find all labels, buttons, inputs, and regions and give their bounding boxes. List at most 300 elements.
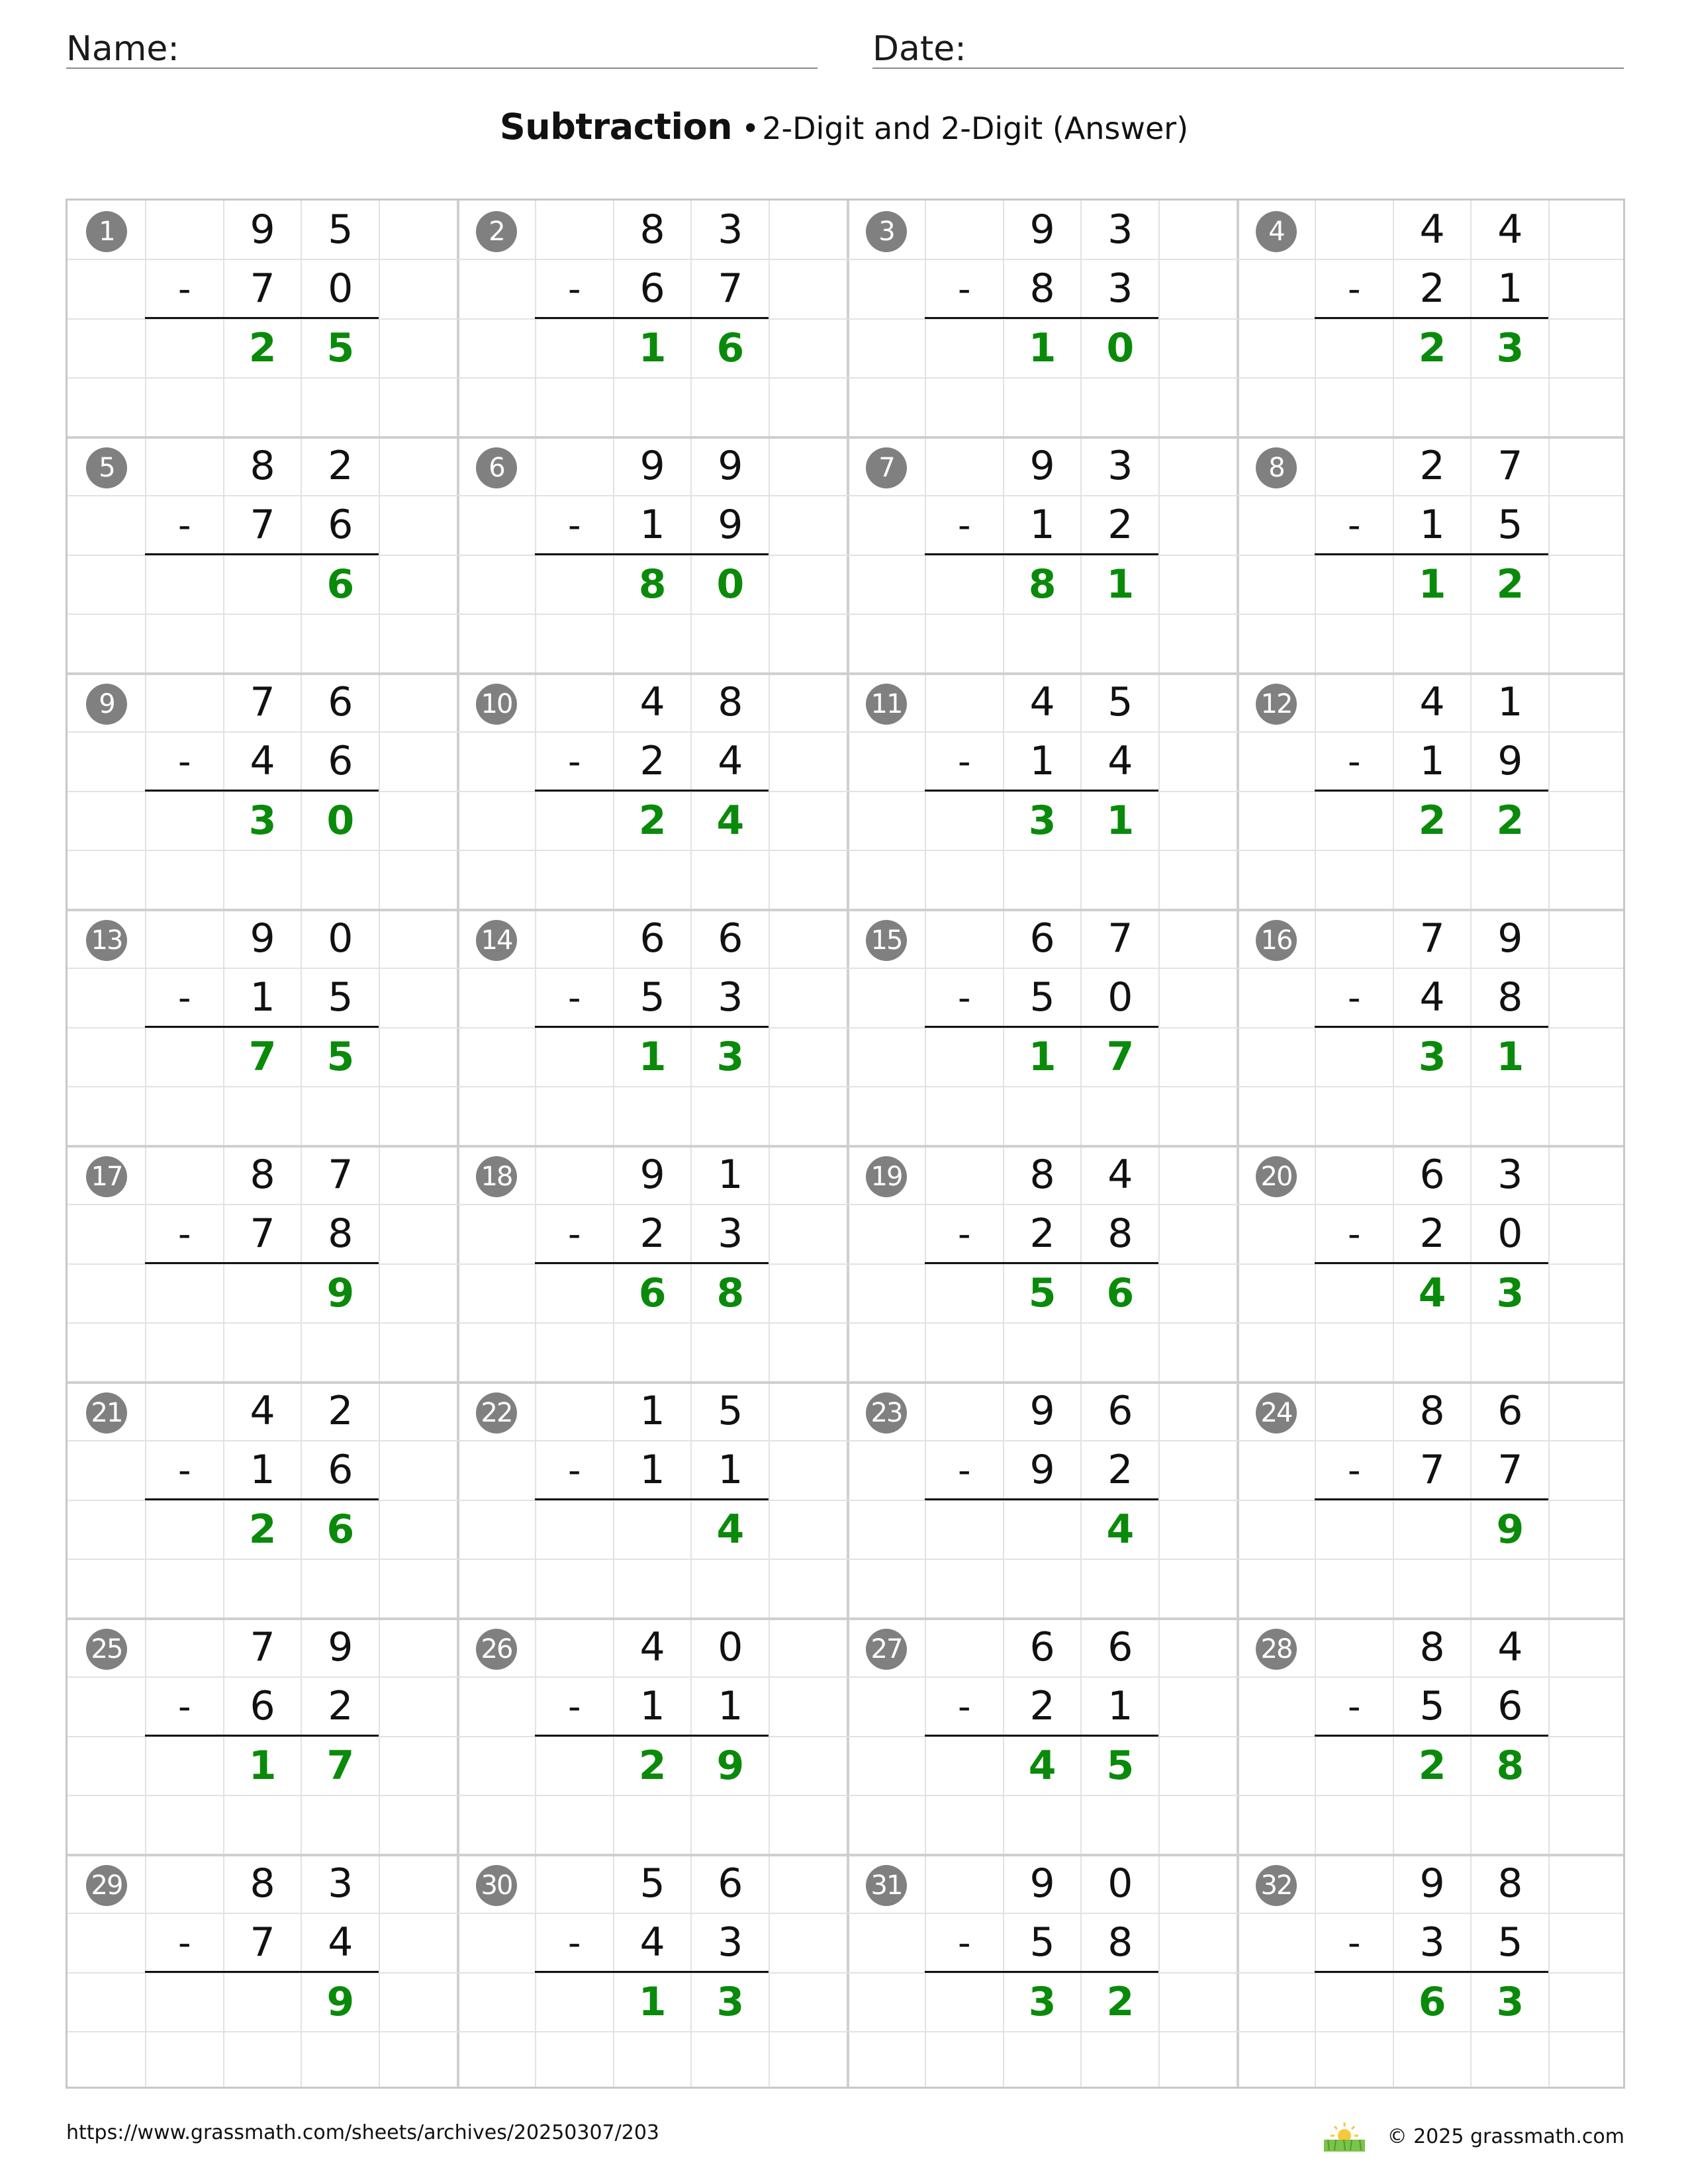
problem-21 xyxy=(68,1382,457,1617)
answer-digit[interactable]: 8 xyxy=(716,1269,745,1316)
problem-24 xyxy=(1237,1382,1626,1617)
minus-sign: - xyxy=(178,977,191,1019)
minus-sign: - xyxy=(958,1686,971,1728)
answer-rule-line xyxy=(145,553,379,555)
subtrahend-digit: 1 xyxy=(1107,1683,1133,1730)
answer-digit[interactable]: 2 xyxy=(248,1506,277,1553)
date-field[interactable] xyxy=(872,25,1624,69)
subtrahend-digit: 8 xyxy=(328,1210,353,1257)
answer-digit[interactable]: 1 xyxy=(638,324,667,371)
answer-digit[interactable]: 2 xyxy=(638,1742,667,1789)
subtrahend-digit: 3 xyxy=(1419,1919,1445,1966)
subtrahend-digit: 6 xyxy=(328,1447,353,1494)
minuend-digit: 8 xyxy=(1419,1388,1445,1434)
minuend-digit: 4 xyxy=(1419,679,1445,725)
subtrahend-digit: 7 xyxy=(250,265,275,312)
answer-digit[interactable]: 4 xyxy=(716,1506,745,1553)
answer-digit[interactable]: 5 xyxy=(326,324,355,371)
problem-18 xyxy=(457,1146,847,1381)
answer-rule-line xyxy=(535,1026,769,1028)
answer-rule-line xyxy=(1315,553,1548,555)
answer-digit[interactable]: 9 xyxy=(326,1269,355,1316)
problem-30 xyxy=(457,1854,847,2090)
minuend-digit: 4 xyxy=(639,1624,665,1670)
answer-digit[interactable]: 2 xyxy=(1496,797,1524,844)
minuend-digit: 3 xyxy=(718,206,743,253)
problem-25 xyxy=(68,1618,457,1854)
answer-digit[interactable]: 3 xyxy=(1496,1978,1524,2025)
minuend-digit: 6 xyxy=(718,915,743,962)
minus-sign: - xyxy=(178,741,191,783)
minuend-digit: 0 xyxy=(718,1624,743,1670)
minus-sign: - xyxy=(178,1213,191,1255)
minuend-digit: 1 xyxy=(718,1152,743,1198)
answer-digit[interactable]: 1 xyxy=(1106,797,1135,844)
name-field[interactable] xyxy=(66,25,818,69)
answer-digit[interactable]: 0 xyxy=(716,561,745,608)
answer-digit[interactable]: 4 xyxy=(1106,1506,1135,1553)
title-main: Subtraction xyxy=(499,106,733,148)
answer-rule-line xyxy=(1315,1026,1548,1028)
minuend-digit: 9 xyxy=(1419,1860,1445,1907)
answer-digit[interactable]: 6 xyxy=(638,1269,667,1316)
minus-sign: - xyxy=(1348,741,1361,783)
answer-rule-line xyxy=(145,1262,379,1264)
answer-digit[interactable]: 1 xyxy=(1496,1033,1524,1080)
subtrahend-digit: 2 xyxy=(1419,1210,1445,1257)
answer-rule-line xyxy=(145,1026,379,1028)
subtrahend-digit: 4 xyxy=(718,738,743,785)
minuend-digit: 8 xyxy=(1497,1860,1523,1907)
answer-rule-line xyxy=(145,1735,379,1737)
problem-number-badge: 10 xyxy=(476,684,517,725)
minuend-digit: 7 xyxy=(1419,915,1445,962)
problem-number-badge: 14 xyxy=(476,920,517,961)
minuend-digit: 6 xyxy=(328,679,353,725)
answer-digit[interactable]: 4 xyxy=(1418,1269,1446,1316)
minuend-digit: 6 xyxy=(1107,1388,1133,1434)
problem-number-badge: 6 xyxy=(476,447,517,488)
answer-rule-line xyxy=(535,1971,769,1973)
minuend-digit: 4 xyxy=(1497,206,1523,253)
minus-sign: - xyxy=(178,1922,191,1964)
subtrahend-digit: 4 xyxy=(1419,974,1445,1021)
subtrahend-digit: 0 xyxy=(1107,974,1133,1021)
subtrahend-digit: 5 xyxy=(1497,1919,1523,1966)
minuend-digit: 7 xyxy=(250,679,275,725)
minuend-digit: 5 xyxy=(1107,679,1133,725)
subtrahend-digit: 7 xyxy=(1497,1447,1523,1494)
answer-digit[interactable]: 3 xyxy=(1496,1269,1524,1316)
minuend-digit: 4 xyxy=(1107,1152,1133,1198)
problem-number-badge: 21 xyxy=(86,1392,127,1433)
minuend-digit: 9 xyxy=(1029,443,1055,489)
problem-27 xyxy=(847,1618,1237,1854)
problem-number-badge: 2 xyxy=(476,211,517,252)
answer-rule-line xyxy=(1315,790,1548,792)
minuend-digit: 8 xyxy=(250,443,275,489)
minuend-digit: 9 xyxy=(639,1152,665,1198)
minuend-digit: 7 xyxy=(250,1624,275,1670)
problem-number-badge: 22 xyxy=(476,1392,517,1433)
answer-digit[interactable]: 0 xyxy=(1106,324,1135,371)
answer-digit[interactable]: 8 xyxy=(1496,1742,1524,1789)
minuend-digit: 8 xyxy=(250,1152,275,1198)
subtrahend-digit: 6 xyxy=(1497,1683,1523,1730)
problem-number-badge: 16 xyxy=(1256,920,1297,961)
subtrahend-digit: 2 xyxy=(639,1210,665,1257)
answer-digit[interactable]: 1 xyxy=(638,1978,667,2025)
problem-1 xyxy=(68,201,457,436)
problem-10 xyxy=(457,673,847,909)
minuend-digit: 6 xyxy=(1107,1624,1133,1670)
problem-number-badge: 18 xyxy=(476,1156,517,1197)
subtrahend-digit: 0 xyxy=(328,265,353,312)
answer-digit[interactable]: 9 xyxy=(716,1742,745,1789)
answer-digit[interactable]: 3 xyxy=(1028,1978,1056,2025)
answer-rule-line xyxy=(1315,1498,1548,1500)
minus-sign: - xyxy=(178,504,191,547)
problem-6 xyxy=(457,437,847,672)
subtrahend-digit: 6 xyxy=(328,502,353,549)
answer-digit[interactable]: 1 xyxy=(638,1033,667,1080)
minus-sign: - xyxy=(178,268,191,310)
minus-sign: - xyxy=(568,268,581,310)
subtrahend-digit: 7 xyxy=(250,1210,275,1257)
problem-number-badge: 13 xyxy=(86,920,127,961)
subtrahend-digit: 6 xyxy=(250,1683,275,1730)
subtrahend-digit: 4 xyxy=(639,1919,665,1966)
answer-digit[interactable]: 1 xyxy=(1106,561,1135,608)
answer-digit[interactable]: 5 xyxy=(326,1033,355,1080)
minuend-digit: 5 xyxy=(718,1388,743,1434)
answer-digit[interactable]: 4 xyxy=(1028,1742,1056,1789)
problem-number-badge: 5 xyxy=(86,447,127,488)
minuend-digit: 7 xyxy=(1497,443,1523,489)
minuend-digit: 3 xyxy=(1497,1152,1523,1198)
problem-number-badge: 29 xyxy=(86,1865,127,1906)
minus-sign: - xyxy=(1348,268,1361,310)
subtrahend-digit: 0 xyxy=(1497,1210,1523,1257)
problem-32 xyxy=(1237,1854,1626,2090)
minus-sign: - xyxy=(958,1213,971,1255)
problem-grid xyxy=(66,199,1625,2089)
problem-number-badge: 19 xyxy=(866,1156,907,1197)
answer-digit[interactable]: 6 xyxy=(1106,1269,1135,1316)
problem-7 xyxy=(847,437,1237,672)
title-subtitle: 2-Digit and 2-Digit (Answer) xyxy=(762,111,1189,146)
answer-digit[interactable]: 3 xyxy=(1418,1033,1446,1080)
minus-sign: - xyxy=(178,1686,191,1728)
problem-number-badge: 28 xyxy=(1256,1629,1297,1670)
answer-rule-line xyxy=(145,790,379,792)
minus-sign: - xyxy=(178,1449,191,1492)
answer-digit[interactable]: 2 xyxy=(1418,324,1446,371)
problem-11 xyxy=(847,673,1237,909)
answer-digit[interactable]: 2 xyxy=(1418,1742,1446,1789)
problem-26 xyxy=(457,1618,847,1854)
problem-number-badge: 4 xyxy=(1256,211,1297,252)
subtrahend-digit: 1 xyxy=(1419,738,1445,785)
minus-sign: - xyxy=(568,1213,581,1255)
minuend-digit: 1 xyxy=(1497,679,1523,725)
minuend-digit: 9 xyxy=(1497,915,1523,962)
subtrahend-digit: 5 xyxy=(1029,1919,1055,1966)
answer-digit[interactable]: 2 xyxy=(1106,1978,1135,2025)
subtrahend-digit: 3 xyxy=(718,1210,743,1257)
minuend-digit: 5 xyxy=(328,206,353,253)
minuend-digit: 9 xyxy=(328,1624,353,1670)
answer-digit[interactable]: 6 xyxy=(326,1506,355,1553)
name-label: Name: xyxy=(66,29,179,69)
subtrahend-digit: 3 xyxy=(718,974,743,1021)
answer-digit[interactable]: 6 xyxy=(1418,1978,1446,2025)
answer-rule-line xyxy=(535,1735,769,1737)
answer-rule-line xyxy=(1315,1971,1548,1973)
subtrahend-digit: 1 xyxy=(639,1447,665,1494)
minuend-digit: 7 xyxy=(1107,915,1133,962)
answer-digit[interactable]: 3 xyxy=(1028,797,1056,844)
minuend-digit: 4 xyxy=(250,1388,275,1434)
minuend-digit: 4 xyxy=(1419,206,1445,253)
answer-rule-line xyxy=(145,1498,379,1500)
minuend-digit: 9 xyxy=(1029,1860,1055,1907)
minuend-digit: 3 xyxy=(1107,206,1133,253)
problem-number-badge: 8 xyxy=(1256,447,1297,488)
problem-23 xyxy=(847,1382,1237,1617)
answer-digit[interactable]: 3 xyxy=(1496,324,1524,371)
minuend-digit: 2 xyxy=(328,443,353,489)
subtrahend-digit: 1 xyxy=(639,502,665,549)
subtrahend-digit: 1 xyxy=(250,1447,275,1494)
minuend-digit: 9 xyxy=(718,443,743,489)
answer-digit[interactable]: 2 xyxy=(248,324,277,371)
subtrahend-digit: 3 xyxy=(1107,265,1133,312)
subtrahend-digit: 9 xyxy=(1497,738,1523,785)
minus-sign: - xyxy=(1348,1922,1361,1964)
subtrahend-digit: 1 xyxy=(1029,738,1055,785)
subtrahend-digit: 6 xyxy=(328,738,353,785)
minuend-digit: 5 xyxy=(639,1860,665,1907)
minuend-digit: 7 xyxy=(328,1152,353,1198)
problem-number-badge: 27 xyxy=(866,1629,907,1670)
answer-digit[interactable]: 3 xyxy=(248,797,277,844)
answer-rule-line xyxy=(925,1735,1158,1737)
answer-rule-line xyxy=(925,1971,1158,1973)
minuend-digit: 0 xyxy=(328,915,353,962)
answer-rule-line xyxy=(925,317,1158,319)
minus-sign: - xyxy=(1348,1449,1361,1492)
minus-sign: - xyxy=(568,504,581,547)
problem-20 xyxy=(1237,1146,1626,1381)
grass-sun-logo-icon xyxy=(1321,2121,1368,2152)
problem-17 xyxy=(68,1146,457,1381)
answer-digit[interactable]: 7 xyxy=(326,1742,355,1789)
minuend-digit: 6 xyxy=(1029,915,1055,962)
subtrahend-digit: 7 xyxy=(250,1919,275,1966)
answer-digit[interactable]: 9 xyxy=(326,1978,355,2025)
answer-digit[interactable]: 5 xyxy=(1106,1742,1135,1789)
minuend-digit: 8 xyxy=(1419,1624,1445,1670)
minus-sign: - xyxy=(1348,504,1361,547)
problem-number-badge: 1 xyxy=(86,211,127,252)
subtrahend-digit: 5 xyxy=(1497,502,1523,549)
answer-digit[interactable]: 7 xyxy=(248,1033,277,1080)
answer-digit[interactable]: 2 xyxy=(1418,797,1446,844)
answer-rule-line xyxy=(535,553,769,555)
minuend-digit: 8 xyxy=(718,679,743,725)
answer-digit[interactable]: 1 xyxy=(1028,324,1056,371)
problem-number-badge: 26 xyxy=(476,1629,517,1670)
minuend-digit: 9 xyxy=(250,915,275,962)
problem-14 xyxy=(457,909,847,1145)
answer-digit[interactable]: 4 xyxy=(716,797,745,844)
minus-sign: - xyxy=(1348,977,1361,1019)
answer-rule-line xyxy=(535,317,769,319)
problem-number-badge: 7 xyxy=(866,447,907,488)
minuend-digit: 0 xyxy=(1107,1860,1133,1907)
minuend-digit: 8 xyxy=(639,206,665,253)
subtrahend-digit: 5 xyxy=(1419,1683,1445,1730)
subtrahend-digit: 1 xyxy=(718,1683,743,1730)
problem-number-badge: 30 xyxy=(476,1865,517,1906)
minuend-digit: 3 xyxy=(1107,443,1133,489)
problem-5 xyxy=(68,437,457,672)
problem-12 xyxy=(1237,673,1626,909)
subtrahend-digit: 2 xyxy=(639,738,665,785)
answer-rule-line xyxy=(1315,317,1548,319)
problem-number-badge: 25 xyxy=(86,1629,127,1670)
answer-digit[interactable]: 5 xyxy=(1028,1269,1056,1316)
problem-number-badge: 17 xyxy=(86,1156,127,1197)
worksheet-title xyxy=(0,106,1688,148)
problem-number-badge: 12 xyxy=(1256,684,1297,725)
subtrahend-digit: 2 xyxy=(1419,265,1445,312)
footer-url[interactable]: https://www.grassmath.com/sheets/archives/20250307/203 xyxy=(66,2121,660,2144)
problem-number-badge: 20 xyxy=(1256,1156,1297,1197)
problem-4 xyxy=(1237,201,1626,436)
answer-digit[interactable]: 3 xyxy=(716,1978,745,2025)
minuend-digit: 6 xyxy=(1029,1624,1055,1670)
minuend-digit: 6 xyxy=(1497,1388,1523,1434)
answer-rule-line xyxy=(925,1026,1158,1028)
subtrahend-digit: 8 xyxy=(1029,265,1055,312)
problem-number-badge: 32 xyxy=(1256,1865,1297,1906)
answer-rule-line xyxy=(1315,1735,1548,1737)
minuend-digit: 9 xyxy=(1029,1388,1055,1434)
subtrahend-digit: 2 xyxy=(1029,1683,1055,1730)
subtrahend-digit: 7 xyxy=(1419,1447,1445,1494)
minus-sign: - xyxy=(958,977,971,1019)
minuend-digit: 9 xyxy=(639,443,665,489)
subtrahend-digit: 1 xyxy=(718,1447,743,1494)
answer-digit[interactable]: 8 xyxy=(638,561,667,608)
answer-digit[interactable]: 2 xyxy=(1496,561,1524,608)
answer-digit[interactable]: 7 xyxy=(1106,1033,1135,1080)
answer-digit[interactable]: 9 xyxy=(1496,1506,1524,1553)
problem-28 xyxy=(1237,1618,1626,1854)
answer-rule-line xyxy=(925,1498,1158,1500)
minuend-digit: 4 xyxy=(1029,679,1055,725)
minuend-digit: 8 xyxy=(250,1860,275,1907)
minus-sign: - xyxy=(958,504,971,547)
minus-sign: - xyxy=(568,1449,581,1492)
minuend-digit: 4 xyxy=(639,679,665,725)
answer-digit[interactable]: 2 xyxy=(638,797,667,844)
answer-rule-line xyxy=(535,790,769,792)
subtrahend-digit: 2 xyxy=(1107,502,1133,549)
problem-number-badge: 24 xyxy=(1256,1392,1297,1433)
subtrahend-digit: 8 xyxy=(1107,1210,1133,1257)
minuend-digit: 2 xyxy=(328,1388,353,1434)
problem-8 xyxy=(1237,437,1626,672)
subtrahend-digit: 8 xyxy=(1107,1919,1133,1966)
answer-rule-line xyxy=(535,1498,769,1500)
minus-sign: - xyxy=(1348,1213,1361,1255)
answer-digit[interactable]: 6 xyxy=(326,561,355,608)
subtrahend-digit: 9 xyxy=(718,502,743,549)
answer-digit[interactable]: 8 xyxy=(1028,561,1056,608)
subtrahend-digit: 1 xyxy=(639,1683,665,1730)
subtrahend-digit: 5 xyxy=(639,974,665,1021)
subtrahend-digit: 7 xyxy=(718,265,743,312)
subtrahend-digit: 1 xyxy=(250,974,275,1021)
answer-digit[interactable]: 3 xyxy=(716,1033,745,1080)
minuend-digit: 8 xyxy=(1029,1152,1055,1198)
subtrahend-digit: 7 xyxy=(250,502,275,549)
problem-29 xyxy=(68,1854,457,2090)
minus-sign: - xyxy=(958,1922,971,1964)
subtrahend-digit: 2 xyxy=(328,1683,353,1730)
subtrahend-digit: 4 xyxy=(1107,738,1133,785)
problem-13 xyxy=(68,909,457,1145)
subtrahend-digit: 5 xyxy=(328,974,353,1021)
problem-number-badge: 3 xyxy=(866,211,907,252)
minus-sign: - xyxy=(958,741,971,783)
answer-digit[interactable]: 1 xyxy=(1028,1033,1056,1080)
minus-sign: - xyxy=(568,977,581,1019)
answer-rule-line xyxy=(925,1262,1158,1264)
minus-sign: - xyxy=(568,1686,581,1728)
answer-rule-line xyxy=(145,317,379,319)
minuend-digit: 4 xyxy=(1497,1624,1523,1670)
minus-sign: - xyxy=(958,268,971,310)
answer-rule-line xyxy=(145,1971,379,1973)
subtrahend-digit: 1 xyxy=(1497,265,1523,312)
minuend-digit: 6 xyxy=(718,1860,743,1907)
answer-rule-line xyxy=(535,1262,769,1264)
subtrahend-digit: 5 xyxy=(1029,974,1055,1021)
problem-9 xyxy=(68,673,457,909)
minuend-digit: 9 xyxy=(1029,206,1055,253)
minus-sign: - xyxy=(568,1922,581,1964)
problem-number-badge: 31 xyxy=(866,1865,907,1906)
subtrahend-digit: 4 xyxy=(328,1919,353,1966)
problem-22 xyxy=(457,1382,847,1617)
answer-digit[interactable]: 1 xyxy=(248,1742,277,1789)
answer-rule-line xyxy=(925,790,1158,792)
problem-number-badge: 15 xyxy=(866,920,907,961)
answer-digit[interactable]: 1 xyxy=(1418,561,1446,608)
subtrahend-digit: 2 xyxy=(1107,1447,1133,1494)
subtrahend-digit: 2 xyxy=(1029,1210,1055,1257)
answer-digit[interactable]: 6 xyxy=(716,324,745,371)
title-separator: • xyxy=(741,111,760,146)
answer-rule-line xyxy=(1315,1262,1548,1264)
answer-digit[interactable]: 0 xyxy=(326,797,355,844)
minuend-digit: 3 xyxy=(328,1860,353,1907)
answer-rule-line xyxy=(925,553,1158,555)
